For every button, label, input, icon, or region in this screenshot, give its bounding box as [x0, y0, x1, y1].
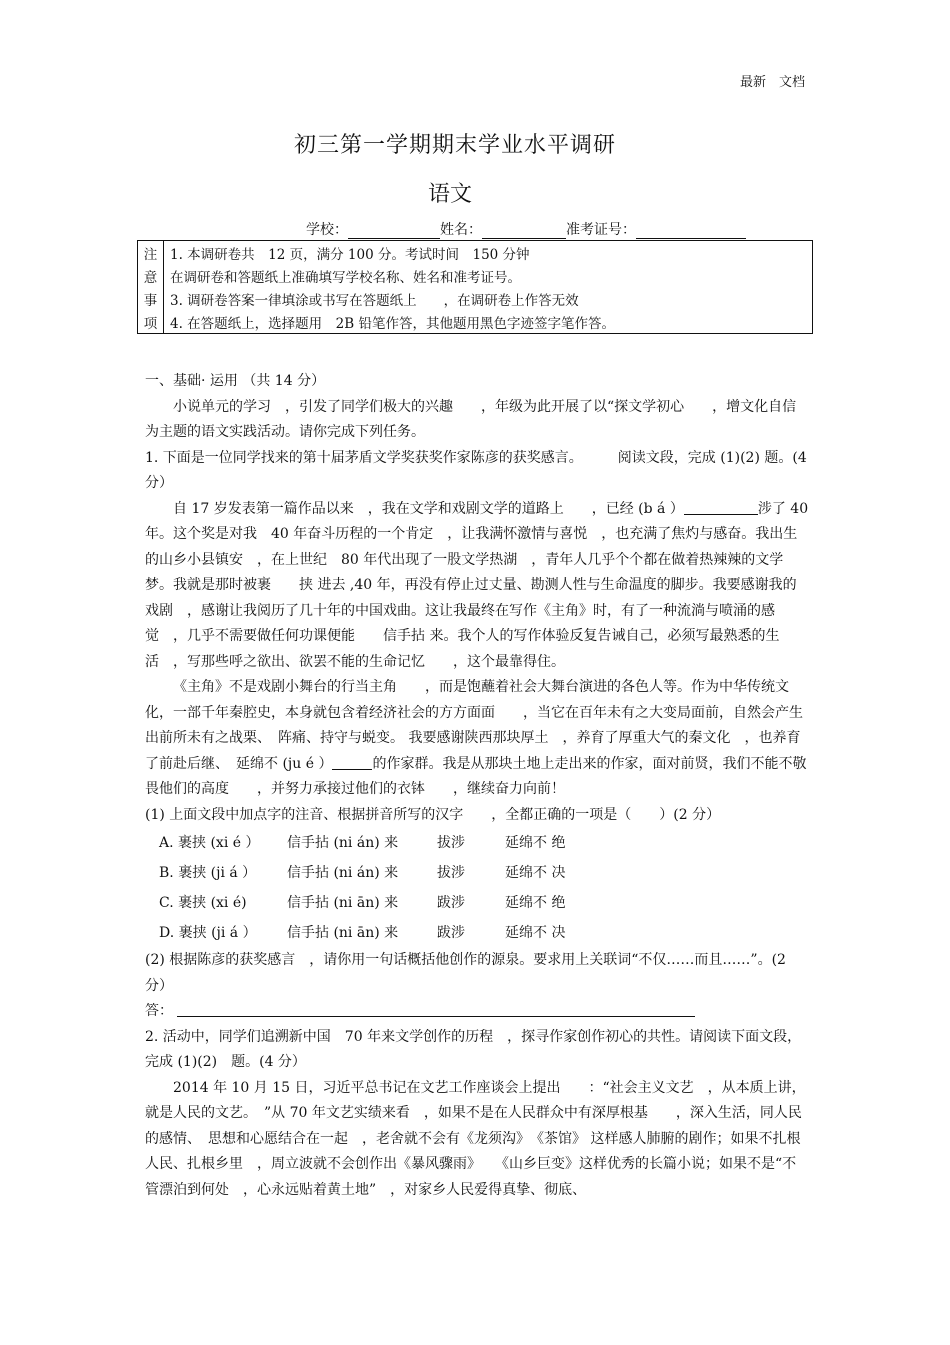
passage-paragraph-1: 自 17 岁发表第一篇作品以来 ，我在文学和戏剧文学的道路上 ，已经 (b á ） 涉了 40 年。这个奖是对我 40 年奋斗历程的一个肯定 ，让我满怀激情与喜悦 ，也充满了焦灼与感奋。我出生的山乡小县镇安 ，在上世纪 80 年代出现了一股文学热湖 ，青年人几乎个个都在做着热辣辣的文学梦。我就是那时被裹 挟 进去 ,40 年，再没有停止过丈量、勘测人性与生命温度的脚步。我要感谢我的戏剧 ，感谢让我阅历了几十年的中国戏曲。这让我最终在写作《主角》时，有了一种流淌与喷涌的感觉 ，几乎不需要做任何功课便能 信手拈 来。我个人的写作体验反复告诫自己，必须写最熟悉的生活 ，写那些呼之欲出、欲罢不能的生命记忆 ，这个最靠得住。: [145, 497, 810, 676]
notice-label-char: 意: [138, 264, 164, 287]
id-blank[interactable]: [636, 224, 746, 239]
question-1-2: (2) 根据陈彦的获奖感言 ，请你用一句话概括他创作的源泉。要求用上关联词“不仅……而且……”。(2 分）: [145, 952, 786, 994]
question-1: 1. 下面是一位同学找来的第十届茅盾文学奖获奖作家陈彦的获奖感言。 阅读文段，完成 (1)(2) 题。(4 分）: [145, 449, 807, 491]
option-d[interactable]: D. 裹挟 (ji á ） 信手拈 (ni ān) 来 跋涉 延绵不 决: [159, 925, 566, 941]
passage-paragraph-2: 《主角》不是戏剧小舞台的行当主角 ，而是饱蘸着社会大舞台演进的各色人等。作为中华传统文化，一部千年秦腔史，本身就包含着经济社会的方方面面 ，当它在百年未有之大变局面前，自然会产生出前所未有之战栗、 阵痛、持守与蜕变。 我要感谢陕西那块厚土 ，养育了厚重大气的秦文化 ，也养育了前赴后继、 延绵不 (ju é ） 的作家群。我是从那块土地上走出来的作家，面对前贤，我们不能不敬畏他们的高度 ，并努力承接过他们的衣钵 ，继续奋力向前！: [145, 679, 807, 797]
section-heading: 一、基础· 运用 （共 14 分）: [145, 373, 326, 389]
name-label: 姓名：: [440, 222, 482, 238]
subject-title: 语文: [427, 182, 472, 207]
question-2: 2. 活动中，同学们追溯新中国 70 年来文学创作的历程 ，探寻作家创作初心的共性。请阅读下面文段，完成 (1)(2) 题。(4 分）: [145, 1028, 802, 1070]
question-1-1: (1) 上面文段中加点字的注音、根据拼音所写的汉字 ，全都正确的一项是（ ）(2 分）: [145, 806, 721, 823]
exam-title: 初三第一学期期末学业水平调研: [293, 133, 616, 158]
notice-item: 1. 本调研卷共 12 页，满分 100 分。考试时间 150 分钟: [164, 241, 813, 265]
student-info-fields: [306, 219, 746, 239]
notice-label-char: 项: [138, 310, 164, 334]
name-blank[interactable]: [482, 224, 566, 239]
notice-item: 4. 在答题纸上，选择题用 2B 铅笔作答，其他题用黑色字迹签字笔作答。: [164, 310, 813, 334]
pinyin-blank-jue[interactable]: [332, 753, 372, 770]
exam-body: [145, 369, 810, 1203]
school-label: 学校：: [306, 222, 348, 238]
intro-paragraph: 小说单元的学习 ，引发了同学们极大的兴趣 ，年级为此开展了以“探文学初心 ，增文化自信为主题的语文实践活动。请你完成下列任务。: [145, 398, 797, 440]
notice-item: 3. 调研卷答案一律填涂或书写在答题纸上 ，在调研卷上作答无效: [164, 287, 813, 310]
id-label: 准考证号：: [566, 222, 636, 238]
passage-paragraph-3: 2014 年 10 月 15 日，习近平总书记在文艺工作座谈会上提出 ：“社会主义文艺 ，从本质上讲，就是人民的文艺。 ”从 70 年文艺实绩来看 ，如果不是在人民群众中有深厚根基 ，深入生活，同人民的感情、 思想和心愿结合在一起 ，老舍就不会有《龙须沟》 《茶馆》 这样感人肺腑的剧作；如果不扎根人民、扎根乡里 ，周立波就不会创作出《暴风骤雨》 《山乡巨变》这样优秀的长篇小说；如果不是“不管漂泊到何处 ，心永远贴着黄土地” ，对家乡人民爱得真挚、彻底、: [145, 1079, 806, 1198]
notice-table: [137, 240, 813, 334]
option-a[interactable]: A. 裹挟 (xi é ） 信手拈 (ni án) 来 拔涉 延绵不 绝: [159, 835, 566, 851]
pinyin-blank-ba[interactable]: [684, 498, 758, 515]
header-corner-text: 最新 文档: [739, 75, 805, 90]
answer-row: [145, 999, 810, 1025]
option-c[interactable]: C. 裹挟 (xi é) 信手拈 (ni ān) 来 跋涉 延绵不 绝: [159, 895, 566, 911]
notice-label-char: 注: [138, 241, 164, 265]
answer-label: 答：: [145, 1003, 173, 1019]
notice-label-char: 事: [138, 287, 164, 310]
answer-line[interactable]: [177, 1000, 695, 1017]
option-b[interactable]: B. 裹挟 (ji á ） 信手拈 (ni án) 来 拔涉 延绵不 决: [159, 865, 566, 881]
notice-item: 在调研卷和答题纸上准确填写学校名称、姓名和准考证号。: [164, 264, 813, 287]
school-blank[interactable]: [348, 224, 440, 239]
